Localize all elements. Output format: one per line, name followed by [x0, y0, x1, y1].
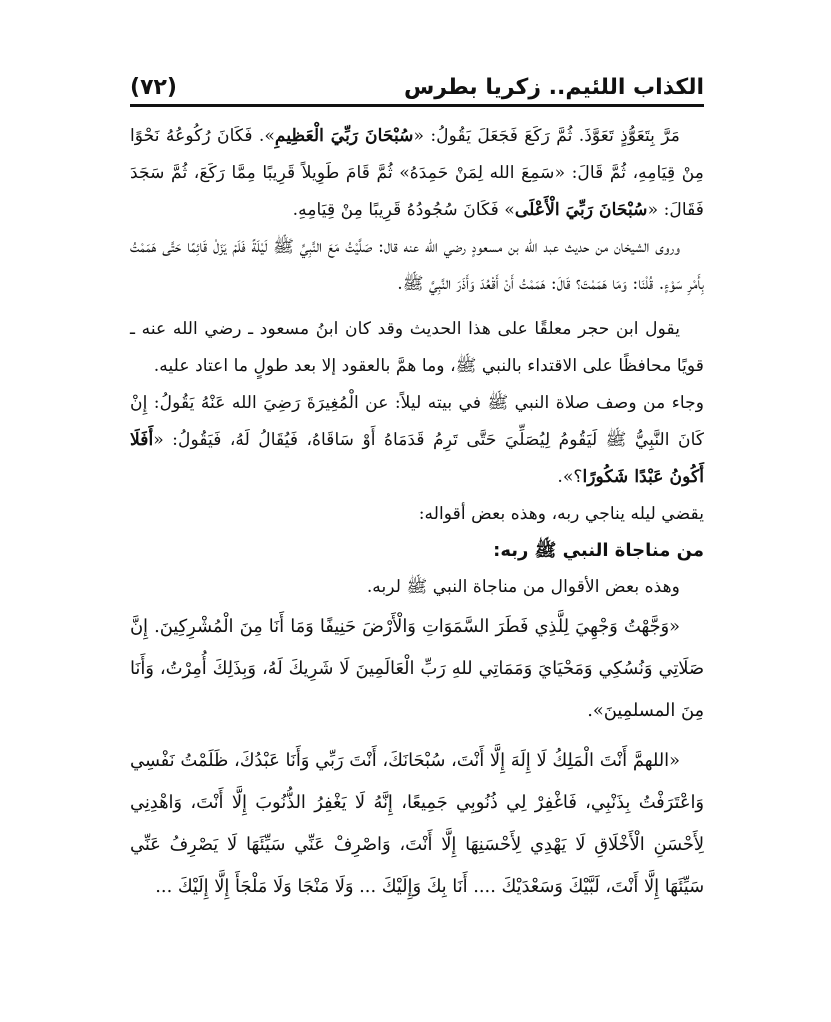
section-heading: من مناجاة النبي ﷺ ربه: [493, 540, 704, 561]
paragraph-supplication-2: «اللهمَّ أَنْتَ الْمَلِكُ لَا إِلَهَ إِلَّا أَنْتَ، سُبْحَانَكَ، أَنْتَ رَبِّي وَأَنَا عَبْدُكَ، ظَلَمْتُ نَفْسِي وَاعْتَرَفْتُ بِذَنْبِي، فَاغْفِرْ لِي ذُنُوبِي جَمِيعًا، إِنَّهُ لَا يَغْفِرُ الذُّنُوبَ إِلَّا أَنْتَ، وَاهْدِنِي لِأَحْسَنِ الْأَخْلَاقِ لَا يَهْدِي لِأَحْسَنِهَا إِلَّا أَنْتَ، وَاصْرِفْ عَنِّي سَيِّئَهَا لَا يَصْرِفُ عَنِّي سَيِّئَهَا إِلَّا أَنْتَ، لَبَّيْكَ وَسَعْدَيْكَ .... أَنَا بِكَ وَإِلَيْكَ ... وَلَا مَنْجَا وَلَا مَلْجَأَ إِلَّا إِلَيْكَ ... [130, 750, 704, 897]
paragraph-ibn-masud: وروى الشيخان من حديث عبد الله بن مسعودٍ رضي الله عنه قال: صَلَّيْتُ مَعَ النَّبِيِّ ﷺ لَيْلَةً فَلَمْ يَزَلْ قَائِمًا حَتَّى هَمَمْتُ بِأَمْرِ سَوْءٍ. قُلْنَا: وَمَا هَمَمْتَ؟ قَالَ: هَمَمْتُ أَنْ أَقْعُدَ وَأَذَرَ النَّبِيَّ ﷺ. [130, 237, 704, 294]
running-title: الكذاب اللئيم.. زكريا بطرس [403, 75, 704, 100]
paragraph-hadith-bowing: مَرَّ بِتَعَوُّذٍ تَعَوَّذَ. ثُمَّ رَكَعَ فَجَعَلَ يَقُولُ: «سُبْحَانَ رَبِّيَ الْعَظِيمِ». فَكَانَ رُكُوعُهُ نَحْوًا مِنْ قِيَامِهِ، ثُمَّ قَالَ: «سَمِعَ الله لِمَنْ حَمِدَهُ» ثُمَّ قَامَ طَوِيلاً قَرِيبًا مِمَّا رَكَعَ، ثُمَّ سَجَدَ فَقَالَ: «سُبْحَانَ رَبِّيَ الْأَعْلَى» فَكَانَ سُجُودُهُ قَرِيبًا مِنْ قِيَامِهِ. [130, 126, 704, 220]
paragraph-supplication-1: «وَجَّهْتُ وَجْهِيَ لِلَّذِي فَطَرَ السَّمَوَاتِ وَالْأَرْضَ حَنِيفًا وَمَا أَنَا مِنَ الْمُشْرِكِينَ. إِنَّ صَلَاتِي وَنُسُكِي وَمَحْيَايَ وَمَمَاتِي للهِ رَبِّ الْعَالَمِينَ لَا شَرِيكَ لَهُ، وَبِذَلِكَ أُمِرْتُ، وَأَنَا مِنَ المسلمِينَ». [130, 616, 704, 721]
page-body [130, 118, 704, 908]
page-header [130, 62, 704, 107]
paragraph-night-prayer: يقضي ليله يناجي ربه، وهذه بعض أقواله: [418, 504, 704, 524]
page-number: (٧٢) [130, 75, 177, 100]
paragraph-al-mughira: وجاء من وصف صلاة النبي ﷺ في بيته ليلاً: عن الْمُغِيرَةَ رَضِيَ الله عَنْهُ يَقُولُ: إِنْ كَانَ النَّبِيُّ ﷺ لَيَقُومُ لِيُصَلِّيَ حَتَّى تَرِمُ قَدَمَاهُ أَوْ سَاقَاهُ، فَيُقَالُ لَهُ، فَيَقُولُ: «أَفَلَا أَكُونُ عَبْدًا شَكُورًا؟». [130, 393, 704, 487]
paragraph-intro: وهذه بعض الأقوال من مناجاة النبي ﷺ لربه. [366, 577, 680, 597]
paragraph-ibn-hajar: يقول ابن حجر معلقًا على هذا الحديث وقد كان ابنُ مسعود ـ رضي الله عنه ـ قويًا محافظًا على الاقتداء بالنبي ﷺ، وما همَّ بالعقود إلا بعد طولٍ ما اعتاد عليه. [130, 319, 704, 376]
